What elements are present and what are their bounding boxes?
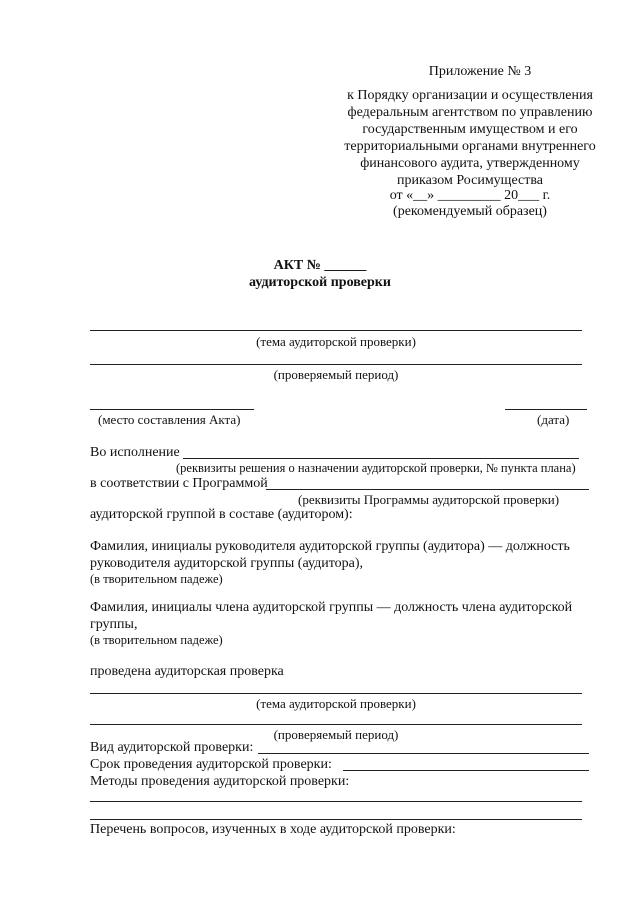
- date-caption: (дата): [537, 412, 570, 427]
- execution-line[interactable]: [183, 458, 579, 459]
- header-line-2: федеральным агентством по управлению: [347, 105, 593, 120]
- recommended-sample-note: (рекомендуемый образец): [393, 204, 547, 219]
- methods-line-1[interactable]: [90, 801, 582, 802]
- execution-label: Во исполнение: [90, 445, 180, 460]
- member-case-note: (в творительном падеже): [90, 633, 223, 647]
- issues-label: Перечень вопросов, изученных в ходе аудиторской проверки:: [90, 822, 456, 837]
- methods-line-2[interactable]: [90, 819, 582, 820]
- audited-period-line[interactable]: [90, 364, 582, 365]
- program-label: в соответствии с Программой: [90, 476, 268, 491]
- audited-period-caption-2: (проверяемый период): [273, 727, 399, 742]
- audit-topic-line[interactable]: [90, 330, 582, 331]
- date-line[interactable]: [505, 409, 587, 410]
- audit-topic-caption: (тема аудиторской проверки): [256, 334, 416, 349]
- place-caption: (место составления Акта): [98, 412, 241, 427]
- header-line-1: к Порядку организации и осуществления: [347, 88, 593, 103]
- audit-topic-caption-2: (тема аудиторской проверки): [256, 696, 416, 711]
- leader-case-note: (в творительном падеже): [90, 572, 223, 586]
- audit-topic-line-2[interactable]: [90, 693, 582, 694]
- audited-period-line-2[interactable]: [90, 724, 582, 725]
- program-caption: (реквизиты Программы аудиторской проверки): [298, 492, 560, 507]
- audit-type-label: Вид аудиторской проверки:: [90, 740, 254, 755]
- order-date-line: от «__» _________ 20___ г.: [389, 188, 551, 203]
- leader-line-1: Фамилия, инициалы руководителя аудиторской группы (аудитора) — должность: [90, 539, 570, 554]
- audit-term-label: Срок проведения аудиторской проверки:: [90, 757, 332, 772]
- program-line[interactable]: [266, 489, 589, 490]
- leader-line-2: руководителя аудиторской группы (аудитора),: [90, 556, 364, 571]
- execution-caption: (реквизиты решения о назначении аудиторской проверки, № пункта плана): [176, 461, 576, 475]
- header-line-5: финансового аудита, утвержденному: [360, 156, 580, 171]
- header-line-6: приказом Росимущества: [397, 173, 543, 188]
- member-line-2: группы,: [90, 617, 138, 632]
- header-line-3: государственным имуществом и его: [362, 122, 578, 137]
- act-number-title: АКТ № ______: [273, 258, 367, 273]
- group-text: аудиторской группой в составе (аудитором):: [90, 507, 353, 522]
- place-line[interactable]: [90, 409, 254, 410]
- act-name-title: аудиторской проверки: [249, 275, 391, 290]
- audit-type-line[interactable]: [258, 753, 589, 754]
- audit-term-line[interactable]: [343, 770, 589, 771]
- methods-label: Методы проведения аудиторской проверки:: [90, 774, 350, 789]
- member-line-1: Фамилия, инициалы члена аудиторской группы — должность члена аудиторской: [90, 600, 573, 615]
- audited-period-caption: (проверяемый период): [273, 367, 399, 382]
- header-line-4: территориальными органами внутреннего: [344, 139, 596, 154]
- appendix-title: Приложение № 3: [428, 64, 532, 79]
- conducted-text: проведена аудиторская проверка: [90, 664, 284, 679]
